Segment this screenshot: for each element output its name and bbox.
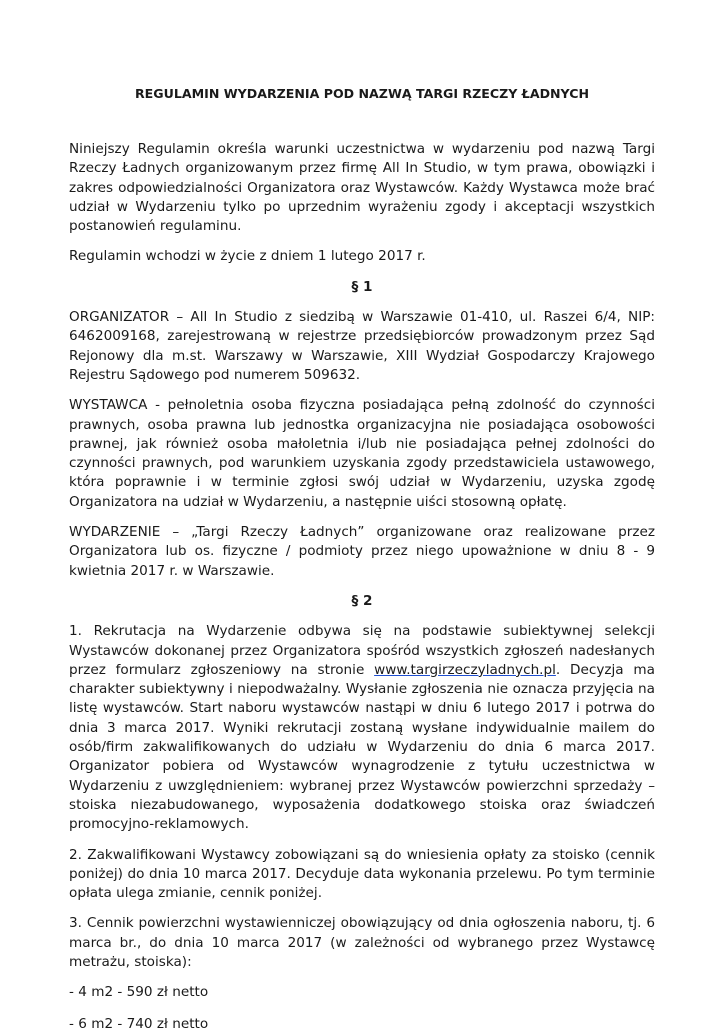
payment-paragraph: 2. Zakwalifikowani Wystawcy zobowiązani są do wniesienia opłaty za stoisko (cennik poniżej) do dnia 10 marca 2017. Decyduje data wykonania przelewu. Po tym terminie opłata ulega zmianie, cennik poniżej. <box>69 846 655 902</box>
exhibitor-definition: WYSTAWCA - pełnoletnia osoba fizyczna posiadająca pełną zdolność do czynności prawnych, osoba prawna lub jednostka organizacyjna nie posiadająca osobowości prawnej, jak również osoba małoletnia i/lub nie posiadająca pełnej zdolności do czynności prawnych, pod warunkiem uzyskania zgody przedstawiciela ustawowego, która poprawnie i w terminie zgłosi swój udział w Wydarzeniu, uzyska zgodę Organizatora na udział w Wydarzeniu, a następnie uiści stosowną opłatę. <box>69 397 655 510</box>
document-title: REGULAMIN WYDARZENIA POD NAZWĄ TARGI RZECZY ŁADNYCH <box>134 86 590 101</box>
pricing-paragraph: 3. Cennik powierzchni wystawienniczej obowiązujący od dnia ogłoszenia naboru, tj. 6 marca br., do dnia 10 marca 2017 (w zależności od wybranego przez Wystawcę metrażu, stoiska): <box>69 915 655 970</box>
intro-paragraph: Niniejszy Regulamin określa warunki uczestnictwa w wydarzeniu pod nazwą Targi Rzeczy Ładnych organizowanym przez firmę All In Studio, w tym prawa, obowiązki i zakres odpowiedzialności Organizatora oraz Wystawców. Każdy Wystawca może brać udział w Wydarzeniu tylko po uprzednim wyrażeniu zgody i akceptacji wszystkich postanowień regulaminu. <box>69 141 655 235</box>
price-item: - 6 m2 - 740 zł netto <box>69 1015 209 1032</box>
section-2-heading: § 2 <box>351 592 373 609</box>
effective-date: Regulamin wchodzi w życie z dniem 1 lutego 2017 r. <box>69 248 426 265</box>
section-1-heading: § 1 <box>351 278 373 295</box>
website-link[interactable]: www.targirzeczyladnych.pl <box>374 661 556 678</box>
event-definition: WYDARZENIE – „Targi Rzeczy Ładnych” organizowane oraz realizowane przez Organizatora lub os. fizyczne / podmioty przez niego upoważnione w dniu 8 - 9 kwietnia 2017 r. w Warszawie. <box>69 524 655 579</box>
recruitment-paragraph <box>69 622 655 834</box>
recruitment-text-start: 1. Rekrutacja na Wydarzenie odbywa się na podstawie subiektywnej selekcji Wystawców dokonanej przez Organizatora spośród wszystkich zgłoszeń nadesłanych przez formularz zgłoszeniowy na stronie <box>69 623 655 678</box>
organizer-definition: ORGANIZATOR – All In Studio z siedzibą w Warszawie 01-410, ul. Raszei 6/4, NIP: 6462009168, zarejestrowaną w rejestrze przedsiębiorców prowadzonym przez Sąd Rejonowy dla m.st. Warszawy w Warszawie, XIII Wydział Gospodarczy Krajowego Rejestru Sądowego pod numerem 509632. <box>69 309 655 383</box>
recruitment-text-end: . Decyzja ma charakter subiektywny i niepodważalny. Wysłanie zgłoszenia nie oznacza przyjęcia na listę wystawców. Start naboru wystawców nastąpi w dniu 6 lutego 2017 i potrwa do dnia 3 marca 2017. Wyniki rekrutacji zostaną wysłane indywidualnie mailem do osób/firm zakwalifikowanych do udziału w Wydarzeniu do dnia 6 marca 2017. Organizator pobiera od Wystawców wynagrodzenie z tytułu uczestnictwa w Wydarzeniu z uwzględnieniem: wybranej przez Wystawców powierzchni sprzedaży – stoiska niezabudowanego, wyposażenia dodatkowego stoiska oraz świadczeń promocyjno-reklamowych. <box>69 661 655 833</box>
price-item: - 4 m2 - 590 zł netto <box>69 984 209 1001</box>
